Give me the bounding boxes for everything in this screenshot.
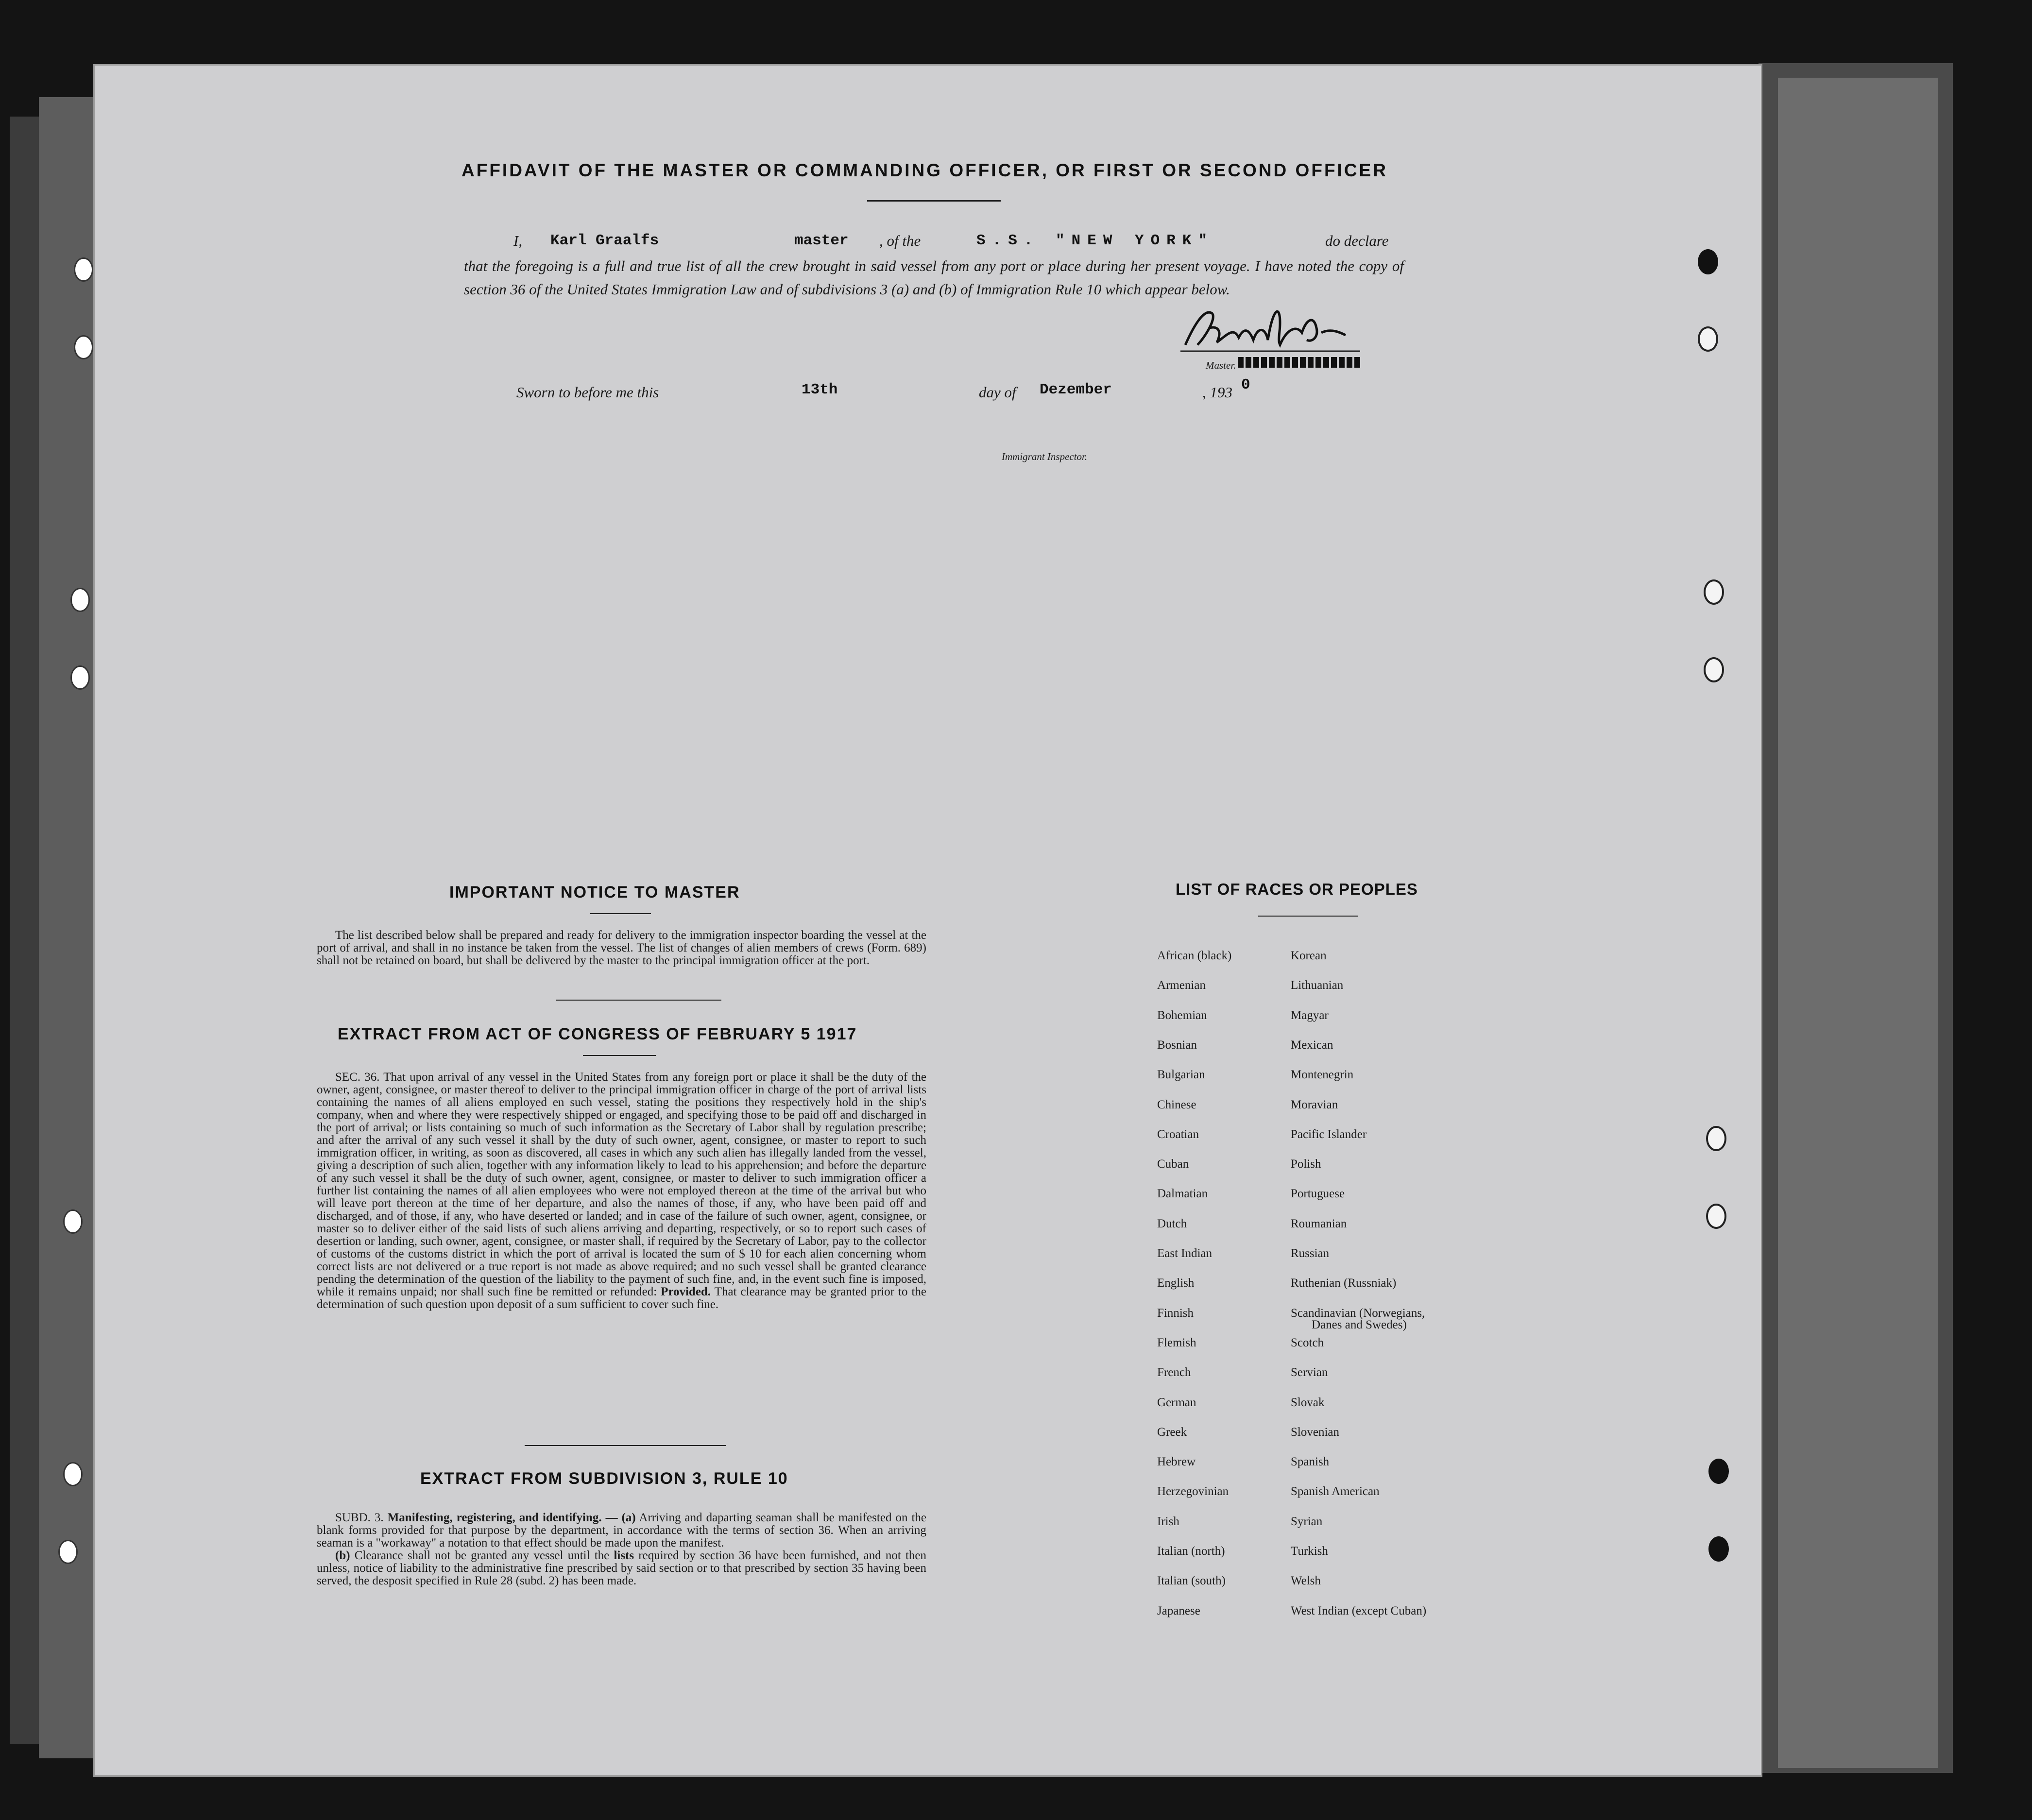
race-item: Moravian [1291, 1098, 1338, 1111]
race-item: Bosnian [1157, 1038, 1197, 1052]
race-item: Greek [1157, 1426, 1187, 1439]
punch-hole-left [74, 257, 93, 282]
punch-hole-left [63, 1462, 83, 1486]
act-end-divider [525, 1445, 726, 1446]
day-of-text: day of [979, 384, 1016, 401]
race-item: Montenegrin [1291, 1068, 1354, 1081]
race-item: Roumanian [1291, 1217, 1347, 1230]
punch-hole [1704, 579, 1724, 605]
vessel-name: S.S. "NEW YORK" [976, 232, 1214, 249]
notice-text: The list described below shall be prepared and ready for delivery to the immigration inspector boarding the vessel at the port of arrival, and shall in no instance be taken from the vessel. The list of changes of alien members of crews (Form. 689) shall not be retained on board, but shall be delivered by the master to the principal immigration officer at the port. [317, 929, 926, 967]
affidavit-body: that the foregoing is a full and true list of all the crew brought in said vessel from any port or place during her present voyage. I have noted the copy of section 36 of the United States Immigration Law and of subdivisions 3 (a) and (b) of Immigration Rule 10 which appear below. [464, 257, 1404, 298]
master-name: Karl Graalfs [550, 232, 659, 249]
punch-hole-left [58, 1540, 78, 1564]
punch-hole-left [63, 1209, 83, 1234]
race-item: Slovenian [1291, 1426, 1339, 1439]
punch-hole-left [70, 665, 90, 690]
notice-divider [590, 913, 651, 914]
punch-hole [1708, 1459, 1729, 1484]
signature-caption: Master. [1206, 359, 1236, 371]
sworn-prefix: Sworn to before me this [516, 384, 659, 401]
act-divider [583, 1055, 656, 1056]
race-item: French [1157, 1366, 1191, 1379]
race-item: Portuguese [1291, 1187, 1345, 1200]
races-heading: LIST OF RACES OR PEOPLES [1176, 880, 1418, 898]
master-signature [1176, 299, 1365, 357]
race-item: Servian [1291, 1366, 1328, 1379]
race-item: Mexican [1291, 1038, 1333, 1052]
race-item: German [1157, 1396, 1196, 1409]
punch-hole [1698, 326, 1718, 352]
race-item: Turkish [1291, 1545, 1328, 1558]
race-item: Slovak [1291, 1396, 1325, 1409]
race-item: Scandinavian (Norwegians, [1291, 1307, 1425, 1320]
race-item: Syrian [1291, 1515, 1323, 1528]
struck-out-title [1238, 357, 1362, 368]
race-item: Spanish American [1291, 1485, 1380, 1498]
act-heading: EXTRACT FROM ACT OF CONGRESS OF FEBRUARY 5 1917 [338, 1025, 857, 1043]
master-rank: master [794, 232, 849, 249]
title-divider [867, 200, 1001, 202]
race-item: Italian (north) [1157, 1545, 1225, 1558]
race-item: Irish [1157, 1515, 1179, 1528]
punch-hole [1706, 1204, 1726, 1229]
races-divider [1258, 916, 1358, 917]
do-declare-text: do declare [1325, 232, 1389, 249]
race-item-continuation: Danes and Swedes) [1312, 1318, 1407, 1331]
race-item: Japanese [1157, 1604, 1200, 1617]
race-item: West Indian (except Cuban) [1291, 1604, 1427, 1617]
rule-text: SUBD. 3. Manifesting, registering, and identifying. — (a) Arriving and daparting seaman shall be manifested on the blank forms provided for that purpose by the department, in accordance with the terms of section 36. When an arriving seaman is a "workaway" a notation to that effect should be made upon the manifest. (b) Clearance shall not be granted any vessel until the lists required by section 36 have been furnished, and not then unless, notice of liability to the administrative fine prescribed by said section or to that prescribed by section 35 having been served, the desposit specified in Rule 28 (subd. 2) has been made. [317, 1511, 927, 1587]
race-item: Welsh [1291, 1574, 1321, 1587]
race-item: Herzegovinian [1157, 1485, 1229, 1498]
race-item: Ruthenian (Russniak) [1291, 1276, 1397, 1290]
punch-hole-left [70, 588, 90, 612]
year-prefix: , 193 [1202, 384, 1232, 401]
race-item: Lithuanian [1291, 979, 1344, 992]
punch-hole [1698, 249, 1718, 274]
race-item: Korean [1291, 949, 1327, 962]
sworn-month: Dezember [1040, 381, 1112, 398]
race-item: African (black) [1157, 949, 1232, 962]
race-item: Cuban [1157, 1157, 1189, 1171]
sworn-day: 13th [802, 381, 838, 398]
race-item: Armenian [1157, 979, 1206, 992]
race-item: Bulgarian [1157, 1068, 1205, 1081]
year-digit: 0 [1241, 376, 1250, 393]
race-item: Russian [1291, 1247, 1330, 1260]
race-item: Magyar [1291, 1009, 1329, 1022]
punch-hole [1706, 1126, 1726, 1151]
race-item: Flemish [1157, 1336, 1196, 1349]
race-item: English [1157, 1276, 1195, 1290]
race-item: Finnish [1157, 1307, 1194, 1320]
race-item: Hebrew [1157, 1455, 1196, 1468]
race-item: Italian (south) [1157, 1574, 1226, 1587]
declare-prefix: I, [513, 232, 523, 249]
notice-heading: IMPORTANT NOTICE TO MASTER [449, 883, 740, 901]
race-item: Spanish [1291, 1455, 1330, 1468]
act-text: SEC. 36. That upon arrival of any vessel in the United States from any foreign port or place it shall be the duty of the owner, agent, consignee, or master thereof to deliver to the principal immigration officer in charge of the port of arrival lists containing the names of all aliens employed en such vessel, stating the positions they respectively hold in the ship's company, when and where they were respectively shipped or engaged, and specifying those to be paid off and discharged in the port of arrival; or lists containing so much of such information as the Secretary of Labor shall by regulation prescribe; and after the arrival of any such vessel it shall by the duty of such owner, agent, consignee, or master to report to such immigration officer, in writing, as soon as discovered, all cases in which any such alien has illegally landed from the vessel, giving a description of such alien, together with any information likely to lead to his apprehension; and before the departure of any such vessel it shall be the duty of such owner, agent, consignee, or master to deliver to such immigration officer a further list containing the names of all alien employees who were not employed thereon at the time of the arrival but who will leave port thereon at the time of her departure, and also the names of those, if any, who have been paid off and discharged, and of those, if any, who have deserted or landed; and in case of the failure of such owner, agent, consignee, or master so to deliver either of the said lists of such aliens arriving and departing, respectively, or so to report such cases of desertion or landing, such owner, agent, consignee, or master shall, if required by the Secretary of Labor, pay to the collector of customs of the customs district in which the port of arrival is located the sum of $ 10 for each alien concerning whom correct lists are not delivered or a true report is not made as above required; and no such vessel shall be granted clearance pending the determination of the question of the liability to the payment of such fine, and, in the event such fine is imposed, while it remains unpaid; nor shall such fine be remitted or refunded: Provided. That clearance may be granted prior to the determination of such question upon deposit of a sum sufficient to cover such fine. [317, 1071, 926, 1311]
of-the-text: , of the [879, 232, 921, 249]
inspector-caption: Immigrant Inspector. [1002, 451, 1088, 462]
race-item: Pacific Islander [1291, 1128, 1367, 1141]
race-item: Scotch [1291, 1336, 1324, 1349]
race-item: Croatian [1157, 1128, 1199, 1141]
notice-end-divider [556, 1000, 721, 1001]
race-item: East Indian [1157, 1247, 1212, 1260]
underlying-sheet-right-light [1778, 78, 1938, 1768]
race-item: Bohemian [1157, 1009, 1207, 1022]
rule-heading: EXTRACT FROM SUBDIVISION 3, RULE 10 [420, 1469, 788, 1488]
race-item: Dalmatian [1157, 1187, 1208, 1200]
race-item: Polish [1291, 1157, 1321, 1171]
punch-hole [1708, 1536, 1729, 1562]
affidavit-title: AFFIDAVIT OF THE MASTER OR COMMANDING OFFICER, OR FIRST OR SECOND OFFICER [461, 160, 1388, 180]
race-item: Dutch [1157, 1217, 1187, 1230]
race-item: Chinese [1157, 1098, 1196, 1111]
punch-hole-left [74, 335, 93, 359]
punch-hole [1704, 657, 1724, 682]
